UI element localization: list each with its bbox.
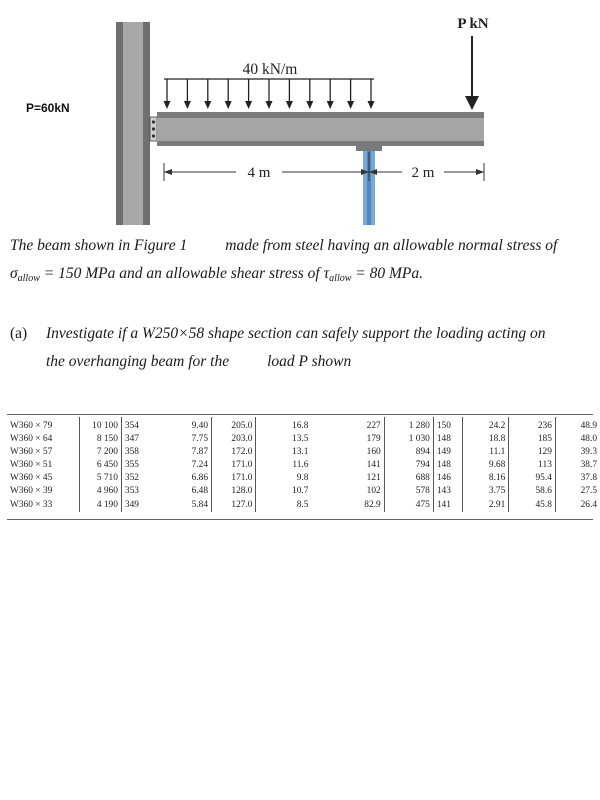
sigma-value: = 150 MPa and an allowable shear stress of — [43, 265, 320, 282]
problem-line-2 — [10, 260, 590, 293]
table-cell: 38.7 — [555, 459, 600, 472]
table-cell: 688 — [384, 472, 433, 485]
table-cell: 578 — [384, 485, 433, 498]
section-designation: W360 × 64 — [10, 434, 53, 445]
table-cell: 894 — [384, 446, 433, 459]
steel-column — [116, 22, 150, 225]
load-arrow — [164, 79, 171, 109]
dimension-line — [164, 152, 484, 181]
table-cell: 143 — [433, 485, 462, 498]
sigma-symbol: σ — [10, 265, 18, 282]
problem-text-part1: The beam shown in Figure 1 — [10, 237, 188, 254]
table-cell: 13.5 — [256, 433, 311, 446]
tau-subscript: allow — [329, 273, 352, 284]
section-designation: W360 × 51 — [10, 460, 53, 471]
table-cell: 160 — [366, 447, 381, 458]
table-cell: 82.9 — [364, 499, 381, 510]
table-cell: 6 450 — [79, 459, 121, 472]
load-arrow — [204, 79, 211, 109]
table-cell: 7.75 — [191, 434, 208, 445]
table-cell: 58.6 — [509, 485, 556, 498]
table-cell: 205.0 — [212, 417, 256, 433]
question-line-1 — [10, 320, 590, 348]
table-cell: 13.1 — [256, 446, 311, 459]
span-left-label: 4 m — [247, 165, 271, 181]
table-cell: 26.4 — [555, 499, 600, 512]
table-cell: 7.87 — [191, 447, 208, 458]
question-text-2a: the overhanging beam for the — [46, 353, 230, 370]
table-cell: 475 — [384, 499, 433, 512]
table-cell: 18.8 — [462, 433, 509, 446]
table-cell: 172.0 — [212, 446, 256, 459]
table-cell: 354 — [121, 417, 162, 433]
point-load-arrow — [465, 36, 479, 110]
table-cell: 5 710 — [79, 472, 121, 485]
table-cell: 128.0 — [212, 485, 256, 498]
table-row — [7, 472, 600, 485]
table-cell: 121 — [366, 473, 381, 484]
table-cell: 24.2 — [462, 417, 509, 433]
table-cell: 1 030 — [384, 433, 433, 446]
tau-symbol: τ — [323, 265, 330, 282]
load-arrow — [184, 79, 191, 109]
table-cell: 5.84 — [191, 499, 208, 510]
table-cell: 9.8 — [256, 472, 311, 485]
table-cell: 11.1 — [462, 446, 509, 459]
table-cell: 203.0 — [212, 433, 256, 446]
load-arrow — [225, 79, 232, 109]
table-cell: 150 — [433, 417, 462, 433]
table-cell: 148 — [433, 459, 462, 472]
table-row — [7, 433, 600, 446]
section-designation: W360 × 57 — [10, 447, 53, 458]
problem-text-part2: made from steel having an allowable normal stress of — [225, 237, 558, 254]
table-cell: 37.8 — [555, 472, 600, 485]
table-cell: 148 — [433, 433, 462, 446]
table-cell: 236 — [509, 417, 556, 433]
table-cell: 95.4 — [509, 472, 556, 485]
load-arrow — [306, 79, 313, 109]
table-cell: 48.0 — [555, 433, 600, 446]
table-cell: 352 — [121, 472, 162, 485]
load-arrow — [327, 79, 334, 109]
problem-statement — [10, 232, 590, 293]
table-cell: 185 — [509, 433, 556, 446]
table-cell: 102 — [366, 486, 381, 497]
table-cell: 8 150 — [79, 433, 121, 446]
table-cell: 1 280 — [384, 417, 433, 433]
table-cell: 4 190 — [79, 499, 121, 512]
question-label: (a) — [10, 325, 28, 342]
table-cell: 794 — [384, 459, 433, 472]
table-cell: 11.6 — [256, 459, 311, 472]
table-cell: 146 — [433, 472, 462, 485]
distributed-load-label: 40 kN/m — [242, 61, 298, 78]
table-cell: 227 — [366, 421, 381, 431]
section-designation: W360 × 39 — [10, 486, 53, 497]
table-cell: 353 — [121, 485, 162, 498]
table-cell: 355 — [121, 459, 162, 472]
table-cell: 9.40 — [191, 421, 208, 431]
question-a — [10, 320, 590, 376]
section-designation: W360 × 79 — [10, 421, 53, 431]
section-designation: W360 × 45 — [10, 473, 53, 484]
table-cell: 347 — [121, 433, 162, 446]
table-cell: 9.68 — [462, 459, 509, 472]
table-row — [7, 485, 600, 498]
table-cell: 141 — [366, 460, 381, 471]
table-cell: 179 — [366, 434, 381, 445]
load-arrow — [266, 79, 273, 109]
table-cell: 129 — [509, 446, 556, 459]
table-cell: 127.0 — [212, 499, 256, 512]
table-cell: 4 960 — [79, 485, 121, 498]
table-cell: 10 100 — [79, 417, 121, 433]
table-cell: 45.8 — [509, 499, 556, 512]
table-cell: 3.75 — [462, 485, 509, 498]
section-designation: W360 × 33 — [10, 499, 53, 510]
table-row — [7, 446, 600, 459]
table-cell: 10.7 — [256, 485, 311, 498]
table-cell: 27.5 — [555, 485, 600, 498]
sigma-subscript: allow — [17, 273, 40, 284]
table-cell: 149 — [433, 446, 462, 459]
table-cell: 2.91 — [462, 499, 509, 512]
table-cell: 7.24 — [191, 460, 208, 471]
section-properties-table — [7, 417, 600, 512]
table-cell: 171.0 — [212, 472, 256, 485]
load-arrow — [347, 79, 354, 109]
question-line-2 — [10, 348, 590, 376]
distributed-load — [164, 79, 375, 109]
table-cell: 113 — [509, 459, 556, 472]
load-arrow — [368, 79, 375, 109]
load-arrow — [286, 79, 293, 109]
table-cell: 6.48 — [191, 486, 208, 497]
question-text-2b: load P shown — [267, 353, 352, 370]
table-cell: 7 200 — [79, 446, 121, 459]
question-text-1: Investigate if a W250×58 shape section can safely support the loading acting on — [46, 325, 546, 342]
problem-line-1 — [10, 232, 590, 260]
load-arrow — [245, 79, 252, 109]
table-cell: 358 — [121, 446, 162, 459]
table-cell: 141 — [433, 499, 462, 512]
table-row — [7, 499, 600, 512]
table-cell: 48.9 — [555, 417, 600, 433]
connection-plate — [150, 117, 157, 141]
table-cell: 349 — [121, 499, 162, 512]
overhanging-beam — [157, 112, 484, 146]
table-cell: 39.3 — [555, 446, 600, 459]
table-cell: 6.86 — [191, 473, 208, 484]
table-cell: 16.8 — [256, 417, 311, 433]
table-cell: 8.16 — [462, 472, 509, 485]
table-cell: 171.0 — [212, 459, 256, 472]
tau-value: = 80 MPa. — [355, 265, 423, 282]
span-right-label: 2 m — [411, 165, 435, 181]
table-cell: 8.5 — [256, 499, 311, 512]
table-row — [7, 417, 600, 433]
point-load-label: P kN — [457, 16, 489, 32]
load-value-note: P=60kN — [26, 101, 70, 115]
beam-figure — [0, 0, 600, 225]
table-row — [7, 459, 600, 472]
